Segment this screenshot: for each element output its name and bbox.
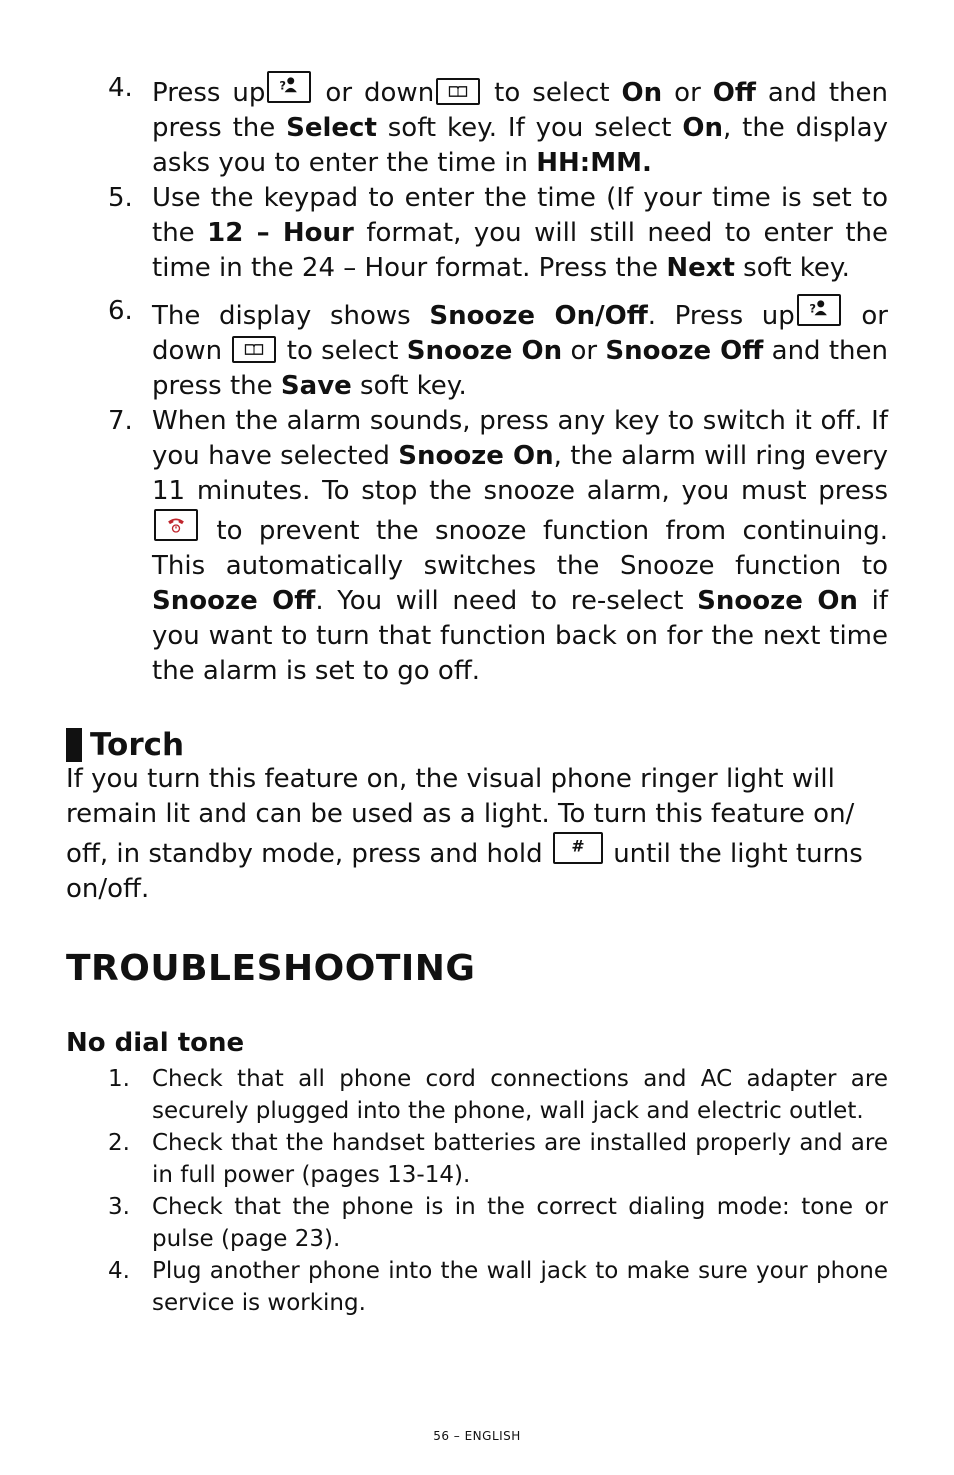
svg-text:?: ? [279, 78, 287, 93]
step-text: Plug another phone into the wall jack to make sure your phone service is working. [152, 1258, 888, 1316]
svg-text:?: ? [809, 301, 816, 316]
step-number: 5. [108, 183, 133, 213]
alarm-step-5 [108, 181, 888, 286]
step-number: 6. [108, 296, 133, 326]
torch-heading-text: Torch [90, 727, 185, 763]
end-call-key-icon [154, 509, 198, 541]
troubleshooting-step-1 [108, 1063, 888, 1127]
alarm-step-4 [108, 71, 888, 181]
alarm-step-7 [108, 404, 888, 689]
step-text: Check that all phone cord connections and AC adapter are securely plugged into the phone, wall jack and electric outlet. [152, 1066, 888, 1124]
troubleshooting-step-3 [108, 1191, 888, 1255]
step-text: Check that the handset batteries are installed properly and are in full power (pages 13-14). [152, 1130, 888, 1188]
heading-bar-icon [66, 728, 82, 762]
step-number: 4. [108, 73, 133, 103]
troubleshooting-step-2 [108, 1127, 888, 1191]
no-dial-tone-subheading: No dial tone [66, 1028, 245, 1058]
step-text: The display shows Snooze On/Off. Press up ? or down to select Snooze On or Snooze Off and then press the Save soft key. [152, 294, 888, 404]
step-text: Use the keypad to enter the time (If your time is set to the 12 – Hour format, you will still need to enter the time in the 24 – Hour format. Press the Next soft key. [152, 183, 888, 283]
troubleshooting-steps-list [108, 1063, 888, 1319]
troubleshooting-heading: TROUBLESHOOTING [66, 948, 476, 989]
step-number: 7. [108, 406, 133, 436]
book-down-key-icon [232, 336, 276, 363]
phonebook-up-key-icon [267, 71, 311, 103]
hash-key-icon [553, 832, 603, 864]
book-down-key-icon [436, 78, 480, 105]
svg-text:#: # [571, 836, 585, 856]
step-text: Check that the phone is in the correct dialing mode: tone or pulse (page 23). [152, 1194, 888, 1252]
phonebook-up-key-icon [797, 294, 841, 326]
torch-heading [66, 727, 184, 763]
step-number: 2. [108, 1130, 130, 1156]
step-number: 4. [108, 1258, 130, 1284]
troubleshooting-step-4 [108, 1255, 888, 1319]
alarm-step-6 [108, 294, 888, 404]
step-text: Press up ? or down to select On or Off and then press the Select soft key. If you select On, the display asks you to enter the time in HH:MM. [152, 71, 888, 181]
step-number: 3. [108, 1194, 130, 1220]
torch-paragraph: If you turn this feature on, the visual phone ringer light will remain lit and can be used as a light. To turn this feature on/ off, in standby mode, press and hold # until the light turns on/off. [66, 764, 863, 904]
step-text: When the alarm sounds, press any key to switch it off. If you have selected Snooze On, the alarm will ring every 11 minutes. To stop the snooze alarm, you must press to prevent the snooze function from continuing. This automatically switches the Snooze function to Snooze Off. You will need to re-select Snooze On if you want to turn that function back on for the next time the alarm is set to go off. [152, 406, 888, 686]
step-number: 1. [108, 1066, 130, 1092]
alarm-steps-list [108, 71, 888, 689]
page-footer: 56 – ENGLISH [433, 1429, 521, 1443]
